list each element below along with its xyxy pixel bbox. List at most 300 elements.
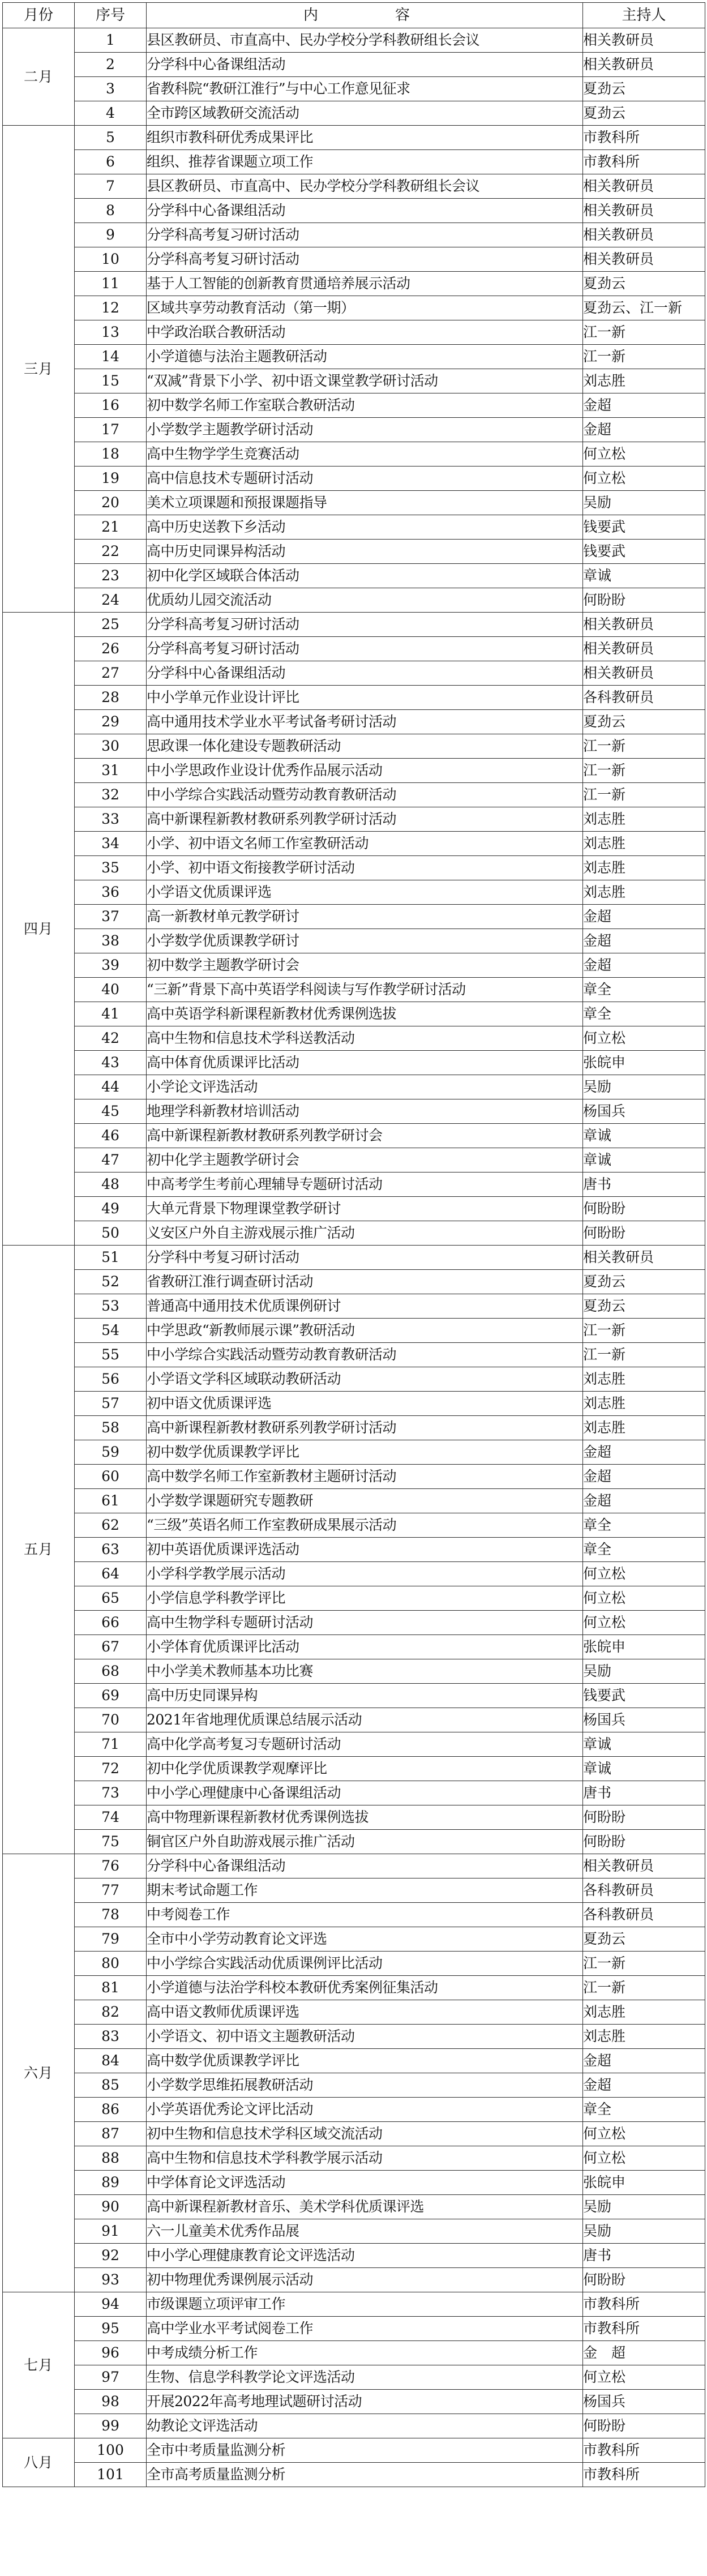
seq-cell: 17 [75, 418, 147, 442]
content-cell: 省教科院“教研江淮行”与中心工作意见征求 [147, 77, 583, 101]
content-cell: 中考阅卷工作 [147, 1903, 583, 1927]
seq-cell: 52 [75, 1270, 147, 1294]
content-cell: 小学论文评选活动 [147, 1075, 583, 1099]
seq-cell: 16 [75, 393, 147, 418]
table-row [3, 150, 705, 174]
month-cell: 四月 [3, 613, 75, 1246]
content-cell: 初中化学优质课教学观摩评比 [147, 1757, 583, 1781]
seq-cell: 74 [75, 1805, 147, 1830]
host-cell: 金超 [583, 953, 705, 978]
host-cell: 市教科所 [583, 150, 705, 174]
host-cell: 何盼盼 [583, 1830, 705, 1854]
host-cell: 何立松 [583, 442, 705, 467]
table-row [3, 978, 705, 1002]
host-cell: 相关教研员 [583, 1246, 705, 1270]
host-cell: 江一新 [583, 320, 705, 345]
seq-cell: 54 [75, 1319, 147, 1343]
content-cell: 中高考学生考前心理辅导专题研讨活动 [147, 1173, 583, 1197]
host-cell: 吴励 [583, 2219, 705, 2244]
content-cell: 高中新课程新教材教研系列教学研讨活动 [147, 1416, 583, 1440]
seq-cell: 30 [75, 734, 147, 759]
host-cell: 何立松 [583, 2146, 705, 2171]
host-cell: 刘志胜 [583, 1367, 705, 1392]
host-cell: 夏劲云 [583, 77, 705, 101]
table-row [3, 2365, 705, 2390]
seq-cell: 57 [75, 1392, 147, 1416]
table-row [3, 1440, 705, 1465]
seq-cell: 63 [75, 1538, 147, 1562]
seq-cell: 58 [75, 1416, 147, 1440]
content-cell: 分学科中心备课组活动 [147, 199, 583, 223]
seq-cell: 67 [75, 1635, 147, 1659]
seq-cell: 92 [75, 2244, 147, 2268]
content-cell: 组织、推荐省课题立项工作 [147, 150, 583, 174]
seq-cell: 9 [75, 223, 147, 247]
seq-cell: 86 [75, 2098, 147, 2122]
month-cell: 八月 [3, 2438, 75, 2487]
table-row [3, 1586, 705, 1611]
host-cell: 金超 [583, 929, 705, 953]
host-cell: 章诚 [583, 1148, 705, 1173]
content-cell: 全市中考质量监测分析 [147, 2438, 583, 2463]
content-cell: “三新”背景下高中英语学科阅读与写作教学研讨活动 [147, 978, 583, 1002]
content-cell: 高中化学高考复习专题研讨活动 [147, 1732, 583, 1757]
table-row [3, 418, 705, 442]
host-cell: 各科教研员 [583, 686, 705, 710]
seq-cell: 69 [75, 1684, 147, 1708]
seq-cell: 18 [75, 442, 147, 467]
content-cell: 高中生物和信息技术学科教学展示活动 [147, 2146, 583, 2171]
host-cell: 金超 [583, 393, 705, 418]
content-cell: 分学科高考复习研讨活动 [147, 247, 583, 272]
table-row [3, 101, 705, 126]
table-row [3, 1416, 705, 1440]
seq-cell: 100 [75, 2438, 147, 2463]
content-cell: 小学数学思维拓展教研活动 [147, 2073, 583, 2098]
table-row [3, 2268, 705, 2292]
host-cell: 刘志胜 [583, 832, 705, 856]
content-cell: 县区教研员、市直高中、民办学校分学科教研组长会议 [147, 174, 583, 199]
table-row [3, 320, 705, 345]
table-row [3, 1197, 705, 1221]
seq-cell: 12 [75, 296, 147, 320]
table-row [3, 1513, 705, 1538]
table-row [3, 1976, 705, 2000]
seq-cell: 1 [75, 28, 147, 53]
content-cell: 分学科高考复习研讨活动 [147, 223, 583, 247]
schedule-body [3, 28, 705, 2487]
host-cell: 刘志胜 [583, 880, 705, 905]
table-row [3, 661, 705, 686]
table-row [3, 929, 705, 953]
content-cell: 分学科中心备课组活动 [147, 661, 583, 686]
content-cell: 义安区户外自主游戏展示推广活动 [147, 1221, 583, 1246]
host-cell: 刘志胜 [583, 2025, 705, 2049]
header-seq: 序号 [75, 3, 147, 28]
table-row [3, 540, 705, 564]
content-cell: 市级课题立项评审工作 [147, 2292, 583, 2317]
seq-cell: 6 [75, 150, 147, 174]
content-cell: 高中新课程新教材教研系列教学研讨会 [147, 1124, 583, 1148]
table-row [3, 564, 705, 588]
host-cell: 吴励 [583, 1075, 705, 1099]
table-row [3, 2390, 705, 2414]
host-cell: 刘志胜 [583, 807, 705, 832]
seq-cell: 53 [75, 1294, 147, 1319]
seq-cell: 10 [75, 247, 147, 272]
host-cell: 吴励 [583, 2195, 705, 2219]
host-cell: 何盼盼 [583, 2414, 705, 2438]
content-cell: 初中物理优秀课例展示活动 [147, 2268, 583, 2292]
host-cell: 江一新 [583, 1952, 705, 1976]
host-cell: 杨国兵 [583, 1099, 705, 1124]
content-cell: 高中历史送教下乡活动 [147, 515, 583, 540]
content-cell: 小学科学教学展示活动 [147, 1562, 583, 1586]
seq-cell: 76 [75, 1854, 147, 1878]
host-cell: 何立松 [583, 1026, 705, 1051]
table-row [3, 53, 705, 77]
host-cell: 钱要武 [583, 1684, 705, 1708]
host-cell: 夏劲云 [583, 710, 705, 734]
table-row [3, 2463, 705, 2487]
content-cell: 全市跨区域教研交流活动 [147, 101, 583, 126]
content-cell: 高中生物学学生竞赛活动 [147, 442, 583, 467]
host-cell: 江一新 [583, 734, 705, 759]
seq-cell: 29 [75, 710, 147, 734]
content-cell: 思政课一体化建设专题教研活动 [147, 734, 583, 759]
content-cell: 小学信息学科教学评比 [147, 1586, 583, 1611]
host-cell: 吴励 [583, 1659, 705, 1684]
host-cell: 刘志胜 [583, 856, 705, 880]
seq-cell: 50 [75, 1221, 147, 1246]
host-cell: 何立松 [583, 2365, 705, 2390]
table-row [3, 1562, 705, 1586]
content-cell: 组织市教科研优秀成果评比 [147, 126, 583, 150]
host-cell: 江一新 [583, 783, 705, 807]
content-cell: 小学道德与法治主题教研活动 [147, 345, 583, 369]
host-cell: 章全 [583, 978, 705, 1002]
content-cell: 小学语文、初中语文主题教研活动 [147, 2025, 583, 2049]
content-cell: 初中化学区域联合体活动 [147, 564, 583, 588]
header-host: 主持人 [583, 3, 705, 28]
table-row [3, 2438, 705, 2463]
seq-cell: 42 [75, 1026, 147, 1051]
content-cell: 高中生物学科专题研讨活动 [147, 1611, 583, 1635]
content-cell: 初中语文优质课评选 [147, 1392, 583, 1416]
host-cell: 江一新 [583, 345, 705, 369]
table-row [3, 1002, 705, 1026]
content-cell: 期末考试命题工作 [147, 1878, 583, 1903]
content-cell: 中小学综合实践活动优质课例评比活动 [147, 1952, 583, 1976]
content-cell: 初中化学主题教学研讨会 [147, 1148, 583, 1173]
table-row [3, 345, 705, 369]
seq-cell: 32 [75, 783, 147, 807]
table-row [3, 2317, 705, 2341]
content-cell: 中小学美术教师基本功比赛 [147, 1659, 583, 1684]
seq-cell: 66 [75, 1611, 147, 1635]
table-row [3, 880, 705, 905]
seq-cell: 14 [75, 345, 147, 369]
host-cell: 金超 [583, 1440, 705, 1465]
content-cell: 高中生物和信息技术学科送教活动 [147, 1026, 583, 1051]
table-row [3, 953, 705, 978]
host-cell: 何盼盼 [583, 1805, 705, 1830]
content-cell: 初中数学优质课教学评比 [147, 1440, 583, 1465]
host-cell: 张皖申 [583, 1051, 705, 1075]
table-row [3, 393, 705, 418]
seq-cell: 75 [75, 1830, 147, 1854]
host-cell: 刘志胜 [583, 1392, 705, 1416]
table-row [3, 2000, 705, 2025]
host-cell: 市教科所 [583, 2463, 705, 2487]
table-row [3, 442, 705, 467]
host-cell: 金 超 [583, 2341, 705, 2365]
content-cell: “三级”英语名师工作室教研成果展示活动 [147, 1513, 583, 1538]
host-cell: 张皖申 [583, 2171, 705, 2195]
host-cell: 何盼盼 [583, 588, 705, 613]
content-cell: 小学、初中语文衔接教学研讨活动 [147, 856, 583, 880]
seq-cell: 97 [75, 2365, 147, 2390]
table-row [3, 613, 705, 637]
content-cell: 全市中小学劳动教育论文评选 [147, 1927, 583, 1952]
seq-cell: 2 [75, 53, 147, 77]
header-content [147, 3, 583, 28]
content-cell: 初中数学名师工作室联合教研活动 [147, 393, 583, 418]
seq-cell: 84 [75, 2049, 147, 2073]
host-cell: 杨国兵 [583, 1708, 705, 1732]
seq-cell: 77 [75, 1878, 147, 1903]
seq-cell: 40 [75, 978, 147, 1002]
host-cell: 章全 [583, 1002, 705, 1026]
host-cell: 章全 [583, 2098, 705, 2122]
host-cell: 金超 [583, 1489, 705, 1513]
host-cell: 章诚 [583, 1124, 705, 1148]
table-row [3, 1319, 705, 1343]
seq-cell: 11 [75, 272, 147, 296]
content-cell: 普通高中通用技术优质课例研讨 [147, 1294, 583, 1319]
content-cell: 生物、信息学科教学论文评选活动 [147, 2365, 583, 2390]
content-cell: 小学数学优质课教学研讨 [147, 929, 583, 953]
table-row [3, 199, 705, 223]
host-cell: 相关教研员 [583, 661, 705, 686]
host-cell: 何立松 [583, 1586, 705, 1611]
table-row [3, 1878, 705, 1903]
content-cell: 高中通用技术学业水平考试备考研讨活动 [147, 710, 583, 734]
seq-cell: 94 [75, 2292, 147, 2317]
host-cell: 相关教研员 [583, 53, 705, 77]
host-cell: 何盼盼 [583, 1197, 705, 1221]
host-cell: 章全 [583, 1538, 705, 1562]
table-row [3, 1952, 705, 1976]
host-cell: 金超 [583, 2049, 705, 2073]
seq-cell: 95 [75, 2317, 147, 2341]
content-cell: 初中生物和信息技术学科区域交流活动 [147, 2122, 583, 2146]
host-cell: 夏劲云 [583, 101, 705, 126]
seq-cell: 82 [75, 2000, 147, 2025]
content-cell: 高中历史同课异构 [147, 1684, 583, 1708]
host-cell: 夏劲云 [583, 1294, 705, 1319]
table-row [3, 2219, 705, 2244]
table-row [3, 2244, 705, 2268]
content-cell: 地理学科新教材培训活动 [147, 1099, 583, 1124]
seq-cell: 43 [75, 1051, 147, 1075]
content-cell: 中考成绩分析工作 [147, 2341, 583, 2365]
table-row [3, 1392, 705, 1416]
table-row [3, 223, 705, 247]
content-cell: 中小学心理健康教育论文评选活动 [147, 2244, 583, 2268]
host-cell: 何盼盼 [583, 1221, 705, 1246]
host-cell: 市教科所 [583, 2317, 705, 2341]
content-cell: 中学体育论文评选活动 [147, 2171, 583, 2195]
content-cell: 分学科中考复习研讨活动 [147, 1246, 583, 1270]
seq-cell: 101 [75, 2463, 147, 2487]
table-row [3, 369, 705, 393]
host-cell: 相关教研员 [583, 637, 705, 661]
seq-cell: 45 [75, 1099, 147, 1124]
seq-cell: 59 [75, 1440, 147, 1465]
table-row [3, 2049, 705, 2073]
content-cell: 中学思政“新教师展示课”教研活动 [147, 1319, 583, 1343]
table-row [3, 272, 705, 296]
seq-cell: 99 [75, 2414, 147, 2438]
content-cell: 小学数学课题研究专题教研 [147, 1489, 583, 1513]
content-cell: 中小学单元作业设计评比 [147, 686, 583, 710]
content-cell: 中小学思政作业设计优秀作品展示活动 [147, 759, 583, 783]
seq-cell: 89 [75, 2171, 147, 2195]
host-cell: 相关教研员 [583, 199, 705, 223]
table-row [3, 1732, 705, 1757]
host-cell: 钱要武 [583, 540, 705, 564]
seq-cell: 46 [75, 1124, 147, 1148]
host-cell: 吴励 [583, 491, 705, 515]
table-row [3, 588, 705, 613]
seq-cell: 72 [75, 1757, 147, 1781]
content-cell: 2021年省地理优质课总结展示活动 [147, 1708, 583, 1732]
seq-cell: 62 [75, 1513, 147, 1538]
host-cell: 何盼盼 [583, 2268, 705, 2292]
table-row [3, 2146, 705, 2171]
host-cell: 章诚 [583, 1757, 705, 1781]
host-cell: 何立松 [583, 1562, 705, 1586]
content-cell: 小学、初中语文名师工作室教研活动 [147, 832, 583, 856]
host-cell: 市教科所 [583, 2438, 705, 2463]
host-cell: 相关教研员 [583, 247, 705, 272]
content-cell: 高中新课程新教材音乐、美术学科优质课评选 [147, 2195, 583, 2219]
host-cell: 章诚 [583, 1732, 705, 1757]
content-cell: 初中英语优质课评选活动 [147, 1538, 583, 1562]
seq-cell: 79 [75, 1927, 147, 1952]
table-row [3, 1830, 705, 1854]
header-month: 月份 [3, 3, 75, 28]
table-row [3, 1538, 705, 1562]
seq-cell: 98 [75, 2390, 147, 2414]
seq-cell: 64 [75, 1562, 147, 1586]
seq-cell: 87 [75, 2122, 147, 2146]
host-cell: 夏劲云 [583, 1270, 705, 1294]
host-cell: 相关教研员 [583, 28, 705, 53]
seq-cell: 55 [75, 1343, 147, 1367]
table-row [3, 28, 705, 53]
table-row [3, 1854, 705, 1878]
content-cell: 六一儿童美术优秀作品展 [147, 2219, 583, 2244]
table-row [3, 2098, 705, 2122]
table-row [3, 1294, 705, 1319]
table-row [3, 174, 705, 199]
month-cell: 七月 [3, 2292, 75, 2438]
table-row [3, 467, 705, 491]
seq-cell: 44 [75, 1075, 147, 1099]
content-cell: “双减”背景下小学、初中语文课堂教学研讨活动 [147, 369, 583, 393]
seq-cell: 34 [75, 832, 147, 856]
content-cell: 县区教研员、市直高中、民办学校分学科教研组长会议 [147, 28, 583, 53]
host-cell: 夏劲云 [583, 1927, 705, 1952]
seq-cell: 96 [75, 2341, 147, 2365]
table-row [3, 2073, 705, 2098]
content-cell: 中小学综合实践活动暨劳动教育教研活动 [147, 1343, 583, 1367]
table-row [3, 710, 705, 734]
host-cell: 相关教研员 [583, 223, 705, 247]
host-cell: 夏劲云、江一新 [583, 296, 705, 320]
seq-cell: 65 [75, 1586, 147, 1611]
host-cell: 唐书 [583, 1173, 705, 1197]
table-row [3, 734, 705, 759]
seq-cell: 68 [75, 1659, 147, 1684]
seq-cell: 80 [75, 1952, 147, 1976]
content-cell: 中小学心理健康中心备课组活动 [147, 1781, 583, 1805]
seq-cell: 28 [75, 686, 147, 710]
seq-cell: 35 [75, 856, 147, 880]
table-row [3, 2341, 705, 2365]
content-cell: 小学体育优质课评比活动 [147, 1635, 583, 1659]
content-cell: 中小学综合实践活动暨劳动教育教研活动 [147, 783, 583, 807]
host-cell: 相关教研员 [583, 613, 705, 637]
table-row [3, 856, 705, 880]
month-cell: 六月 [3, 1854, 75, 2292]
host-cell: 金超 [583, 1465, 705, 1489]
table-row [3, 126, 705, 150]
table-row [3, 637, 705, 661]
host-cell: 章诚 [583, 564, 705, 588]
table-row [3, 1684, 705, 1708]
table-row [3, 1221, 705, 1246]
host-cell: 唐书 [583, 1781, 705, 1805]
table-row [3, 515, 705, 540]
seq-cell: 93 [75, 2268, 147, 2292]
content-cell: 省教研江淮行调查研讨活动 [147, 1270, 583, 1294]
table-row [3, 1781, 705, 1805]
header-row [3, 3, 705, 28]
table-row [3, 832, 705, 856]
seq-cell: 90 [75, 2195, 147, 2219]
content-cell: 分学科高考复习研讨活动 [147, 637, 583, 661]
table-row [3, 1075, 705, 1099]
content-cell: 小学语文学科区域联动教研活动 [147, 1367, 583, 1392]
content-cell: 分学科高考复习研讨活动 [147, 613, 583, 637]
seq-cell: 36 [75, 880, 147, 905]
content-cell: 开展2022年高考地理试题研讨活动 [147, 2390, 583, 2414]
seq-cell: 3 [75, 77, 147, 101]
seq-cell: 33 [75, 807, 147, 832]
seq-cell: 56 [75, 1367, 147, 1392]
table-row [3, 77, 705, 101]
seq-cell: 8 [75, 199, 147, 223]
seq-cell: 15 [75, 369, 147, 393]
host-cell: 杨国兵 [583, 2390, 705, 2414]
host-cell: 江一新 [583, 1343, 705, 1367]
seq-cell: 60 [75, 1465, 147, 1489]
table-row [3, 1099, 705, 1124]
content-cell: 分学科中心备课组活动 [147, 53, 583, 77]
